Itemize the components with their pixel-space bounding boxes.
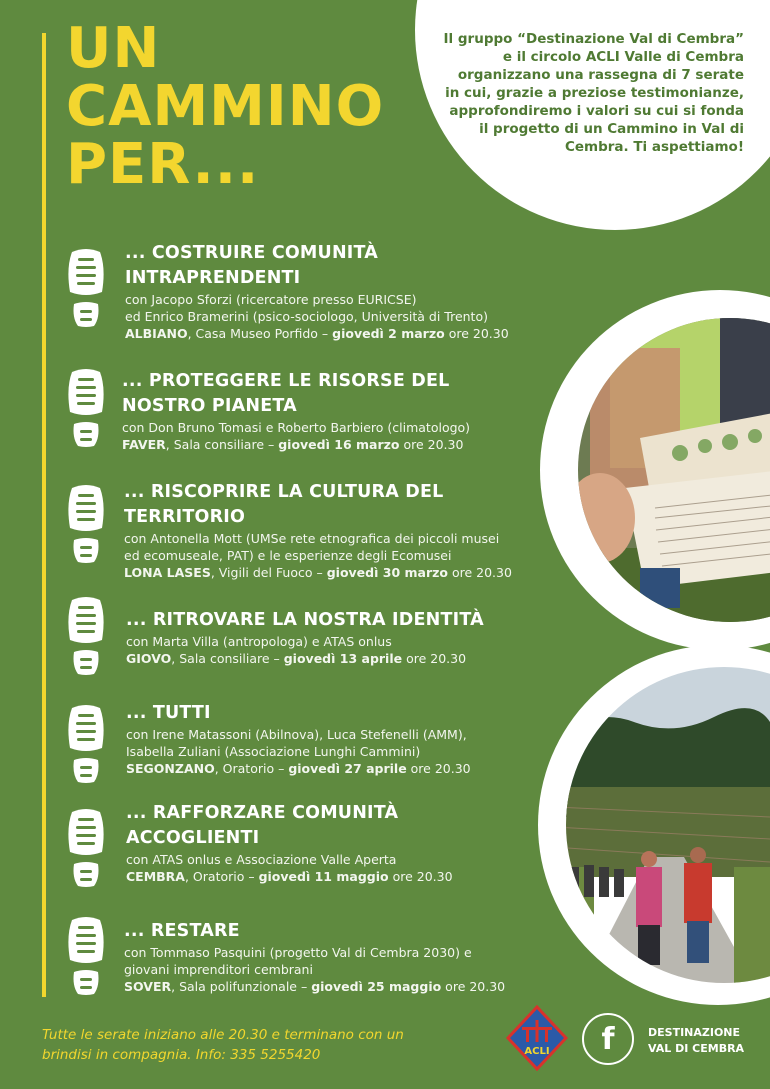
event-time: ore 20.30 xyxy=(406,761,471,776)
photo-circle-2 xyxy=(538,645,770,1005)
title-line-2: CAMMINO xyxy=(66,74,385,139)
event-title xyxy=(126,801,526,851)
event-title xyxy=(124,480,524,530)
footer-info xyxy=(42,1025,442,1065)
acli-logo-text: ACLI xyxy=(524,1046,550,1057)
event-3 xyxy=(124,480,524,581)
event-6 xyxy=(126,801,526,885)
footprint-icon xyxy=(64,248,108,328)
title-line-1: UN xyxy=(66,16,161,81)
event-date: giovedì 2 marzo xyxy=(332,326,445,341)
event-title: ... TUTTI xyxy=(126,703,211,723)
event-title-line: INTRAPRENDENTI xyxy=(125,268,301,288)
destinazione-label xyxy=(648,1025,768,1057)
event-speakers: con Tommaso Pasquini (progetto Val di Cembra 2030) e xyxy=(124,945,472,960)
event-location xyxy=(126,868,526,885)
footprint-icon xyxy=(64,808,108,888)
event-title-line: ... COSTRUIRE COMUNITÀ xyxy=(125,243,379,263)
event-title-line: ... PROTEGGERE LE RISORSE DEL xyxy=(122,371,450,391)
event-title xyxy=(122,369,522,419)
event-date: giovedì 27 aprile xyxy=(288,761,407,776)
event-place: LONA LASES xyxy=(124,565,211,580)
event-title xyxy=(125,241,525,291)
event-title-line: ... RAFFORZARE COMUNITÀ xyxy=(126,803,399,823)
facebook-icon[interactable]: f xyxy=(582,1013,634,1065)
event-7 xyxy=(124,919,524,995)
acli-logo-icon xyxy=(506,1005,568,1071)
event-2 xyxy=(122,369,522,453)
event-speakers: Isabella Zuliani (Associazione Lunghi Cammini) xyxy=(126,744,421,759)
accent-vertical-bar xyxy=(42,33,46,997)
event-title-line: ... RISCOPRIRE LA CULTURA DEL xyxy=(124,482,444,502)
event-1 xyxy=(125,241,525,342)
photo-notebook xyxy=(550,318,770,624)
event-location xyxy=(126,760,526,777)
dest-line: DESTINAZIONE xyxy=(648,1026,741,1039)
event-location xyxy=(122,436,522,453)
event-time: ore 20.30 xyxy=(444,326,509,341)
event-speakers: con Jacopo Sforzi (ricercatore presso EURICSE) xyxy=(125,292,417,307)
event-title-line: ACCOGLIENTI xyxy=(126,828,260,848)
event-4 xyxy=(126,608,506,667)
event-venue: , Casa Museo Porfido – xyxy=(187,326,333,341)
footer-line: Tutte le serate iniziano alle 20.30 e terminano con un xyxy=(42,1027,404,1043)
event-venue: , Sala consiliare – xyxy=(171,651,284,666)
event-location xyxy=(125,325,525,342)
photo-hikers xyxy=(554,667,770,983)
event-speakers: con Antonella Mott (UMSe rete etnografica dei piccoli musei xyxy=(124,531,500,546)
event-speakers: ed Enrico Bramerini (psico-sociologo, Università di Trento) xyxy=(125,309,488,324)
event-venue: , Sala polifunzionale – xyxy=(171,979,312,994)
event-title-line: NOSTRO PIANETA xyxy=(122,396,297,416)
footprint-icon xyxy=(64,484,108,564)
event-place: SOVER xyxy=(124,979,172,994)
event-speakers: con ATAS onlus e Associazione Valle Aperta xyxy=(126,852,397,867)
event-time: ore 20.30 xyxy=(447,565,512,580)
event-venue: , Vigili del Fuoco – xyxy=(210,565,327,580)
event-time: ore 20.30 xyxy=(399,437,464,452)
event-place: ALBIANO xyxy=(125,326,188,341)
event-place: CEMBRA xyxy=(126,869,185,884)
event-time: ore 20.30 xyxy=(441,979,506,994)
event-location xyxy=(124,564,524,581)
dest-line: VAL DI CEMBRA xyxy=(648,1042,745,1055)
event-location xyxy=(126,650,506,667)
event-venue: , Oratorio – xyxy=(184,869,259,884)
event-speakers: giovani imprenditori cembrani xyxy=(124,962,313,977)
photo-circle-1 xyxy=(540,290,770,650)
event-title: ... RESTARE xyxy=(124,921,240,941)
event-time: ore 20.30 xyxy=(402,651,467,666)
event-venue: , Oratorio – xyxy=(214,761,289,776)
event-5 xyxy=(126,701,526,777)
event-date: giovedì 30 marzo xyxy=(326,565,448,580)
intro-text: Il gruppo “Destinazione Val di Cembra” e il circolo ACLI Valle di Cembra organizzano una rassegna di 7 serate in cui, grazie a preziose testimonianze, approfondiremo i valori su cui si fonda il progetto di un Cammino in Val di Cembra. Ti aspettiamo! xyxy=(443,31,744,155)
event-date: giovedì 11 maggio xyxy=(258,869,389,884)
title-line-3: PER... xyxy=(66,132,260,197)
poster-title xyxy=(66,16,385,197)
event-location xyxy=(124,978,524,995)
footer-line: brindisi in compagnia. Info: 335 5255420 xyxy=(42,1047,321,1063)
event-date: giovedì 16 marzo xyxy=(278,437,400,452)
event-title-line: TERRITORIO xyxy=(124,507,246,527)
event-title: ... RITROVARE LA NOSTRA IDENTITÀ xyxy=(126,610,484,630)
footprint-icon xyxy=(64,704,108,784)
event-place: GIOVO xyxy=(126,651,172,666)
event-speakers: con Irene Matassoni (Abilnova), Luca Stefenelli (AMM), xyxy=(126,727,467,742)
footprint-icon xyxy=(64,596,108,676)
event-place: FAVER xyxy=(122,437,166,452)
event-speakers: con Don Bruno Tomasi e Roberto Barbiero (climatologo) xyxy=(122,420,471,435)
footprint-icon xyxy=(64,368,108,448)
event-venue: , Sala consiliare – xyxy=(165,437,279,452)
event-speakers: con Marta Villa (antropologa) e ATAS onlus xyxy=(126,634,392,649)
footprint-icon xyxy=(64,916,108,996)
event-date: giovedì 25 maggio xyxy=(311,979,442,994)
event-place: SEGONZANO xyxy=(126,761,215,776)
event-speakers: ed ecomuseale, PAT) e le esperienze degli Ecomusei xyxy=(124,548,452,563)
event-date: giovedì 13 aprile xyxy=(283,651,403,666)
event-time: ore 20.30 xyxy=(388,869,453,884)
